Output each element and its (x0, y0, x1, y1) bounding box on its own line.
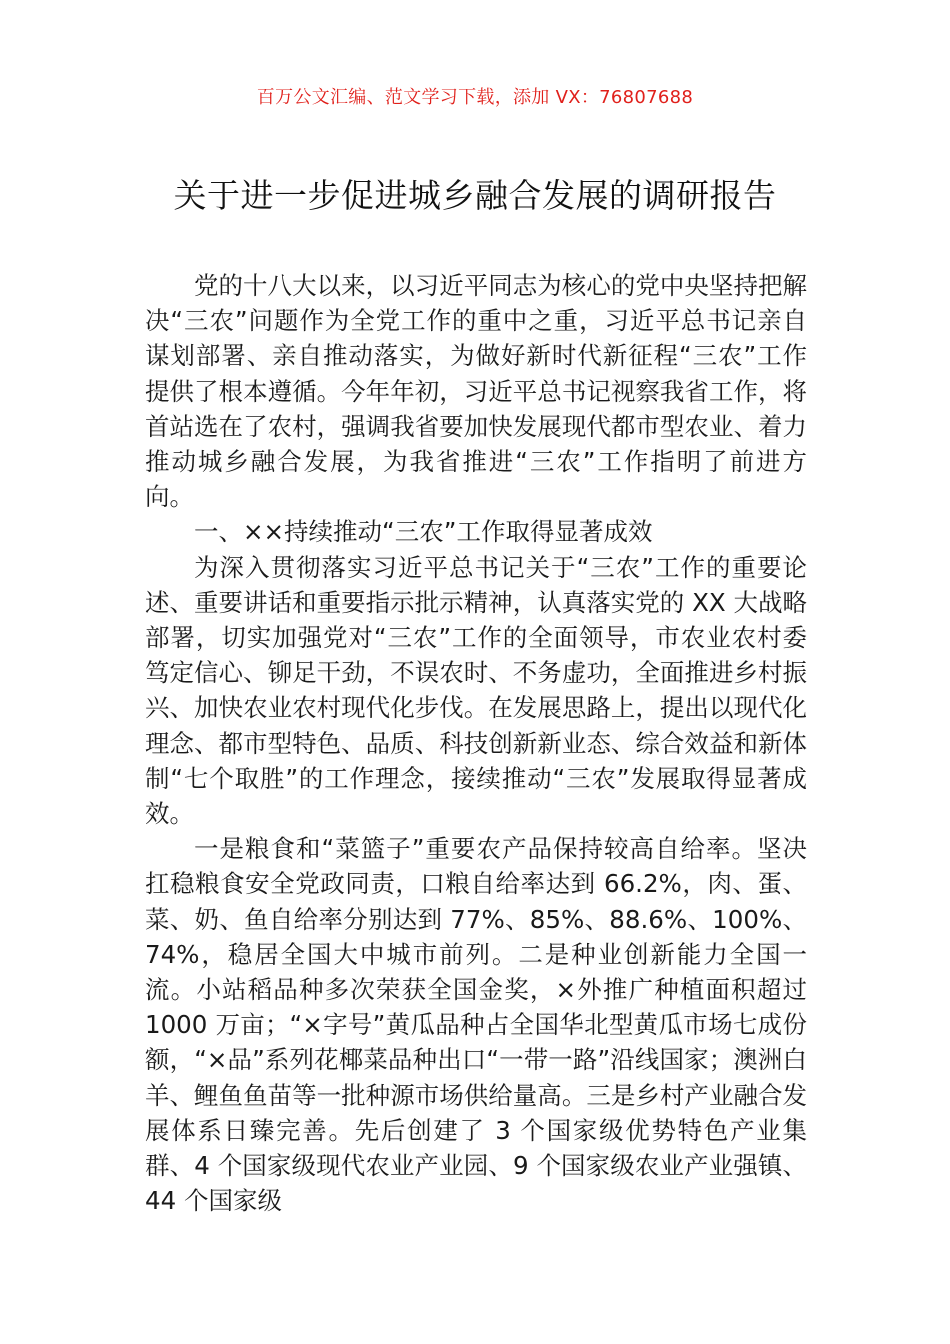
document-body (145, 268, 807, 1218)
document-title: 关于进一步促进城乡融合发展的调研报告 (173, 176, 777, 215)
section-paragraph: 为深入贯彻落实习近平总书记关于“三农”工作的重要论述、重要讲话和重要指示批示精神，认真落实党的 XX 大战略部署，切实加强党对“三农”工作的全面领导，市农业农村委笃定信心、铆足干劲，不误农时、不务虚功，全面推进乡村振兴、加快农业农村现代化步伐。在发展思路上，提出以现代化理念、都市型特色、品质、科技创新新业态、综合效益和新体制“七个取胜”的工作理念，接续推动“三农”发展取得显著成效。 (145, 552, 807, 829)
intro-paragraph: 党的十八大以来，以习近平同志为核心的党中央坚持把解决“三农”问题作为全党工作的重中之重，习近平总书记亲自谋划部署、亲自推动落实，为做好新时代新征程“三农”工作提供了根本遵循。今年年初，习近平总书记视察我省工作，将首站选在了农村，强调我省要加快发展现代都市型农业、着力推动城乡融合发展，为我省推进“三农”工作指明了前进方向。 (145, 271, 807, 512)
section-heading: 一、××持续推动“三农”工作取得显著成效 (194, 517, 653, 547)
achievements-paragraph: 一是粮食和“菜篮子”重要农产品保持较高自给率。坚决扛稳粮食安全党政同责，口粮自给率达到 66.2%，肉、蛋、菜、奶、鱼自给率分别达到 77%、85%、88.6%、100%、74%，稳居全国大中城市前列。二是种业创新能力全国一流。小站稻品种多次荣获全国金奖，×外推广种植面积超过 1000 万亩；“×字号”黄瓜品种占全国华北型黄瓜市场七成份额，“×品”系列花椰菜品种出口“一带一路”沿线国家；澳洲白羊、鲤鱼鱼苗等一批种源市场供给量高。三是乡村产业融合发展体系日臻完善。先后创建了 3 个国家级优势特色产业集群、4 个国家级现代农业产业园、9 个国家级农业产业强镇、44 个国家级 (145, 834, 807, 1216)
watermark-banner: 百万公文汇编、范文学习下载，添加 VX：76807688 (256, 87, 694, 108)
